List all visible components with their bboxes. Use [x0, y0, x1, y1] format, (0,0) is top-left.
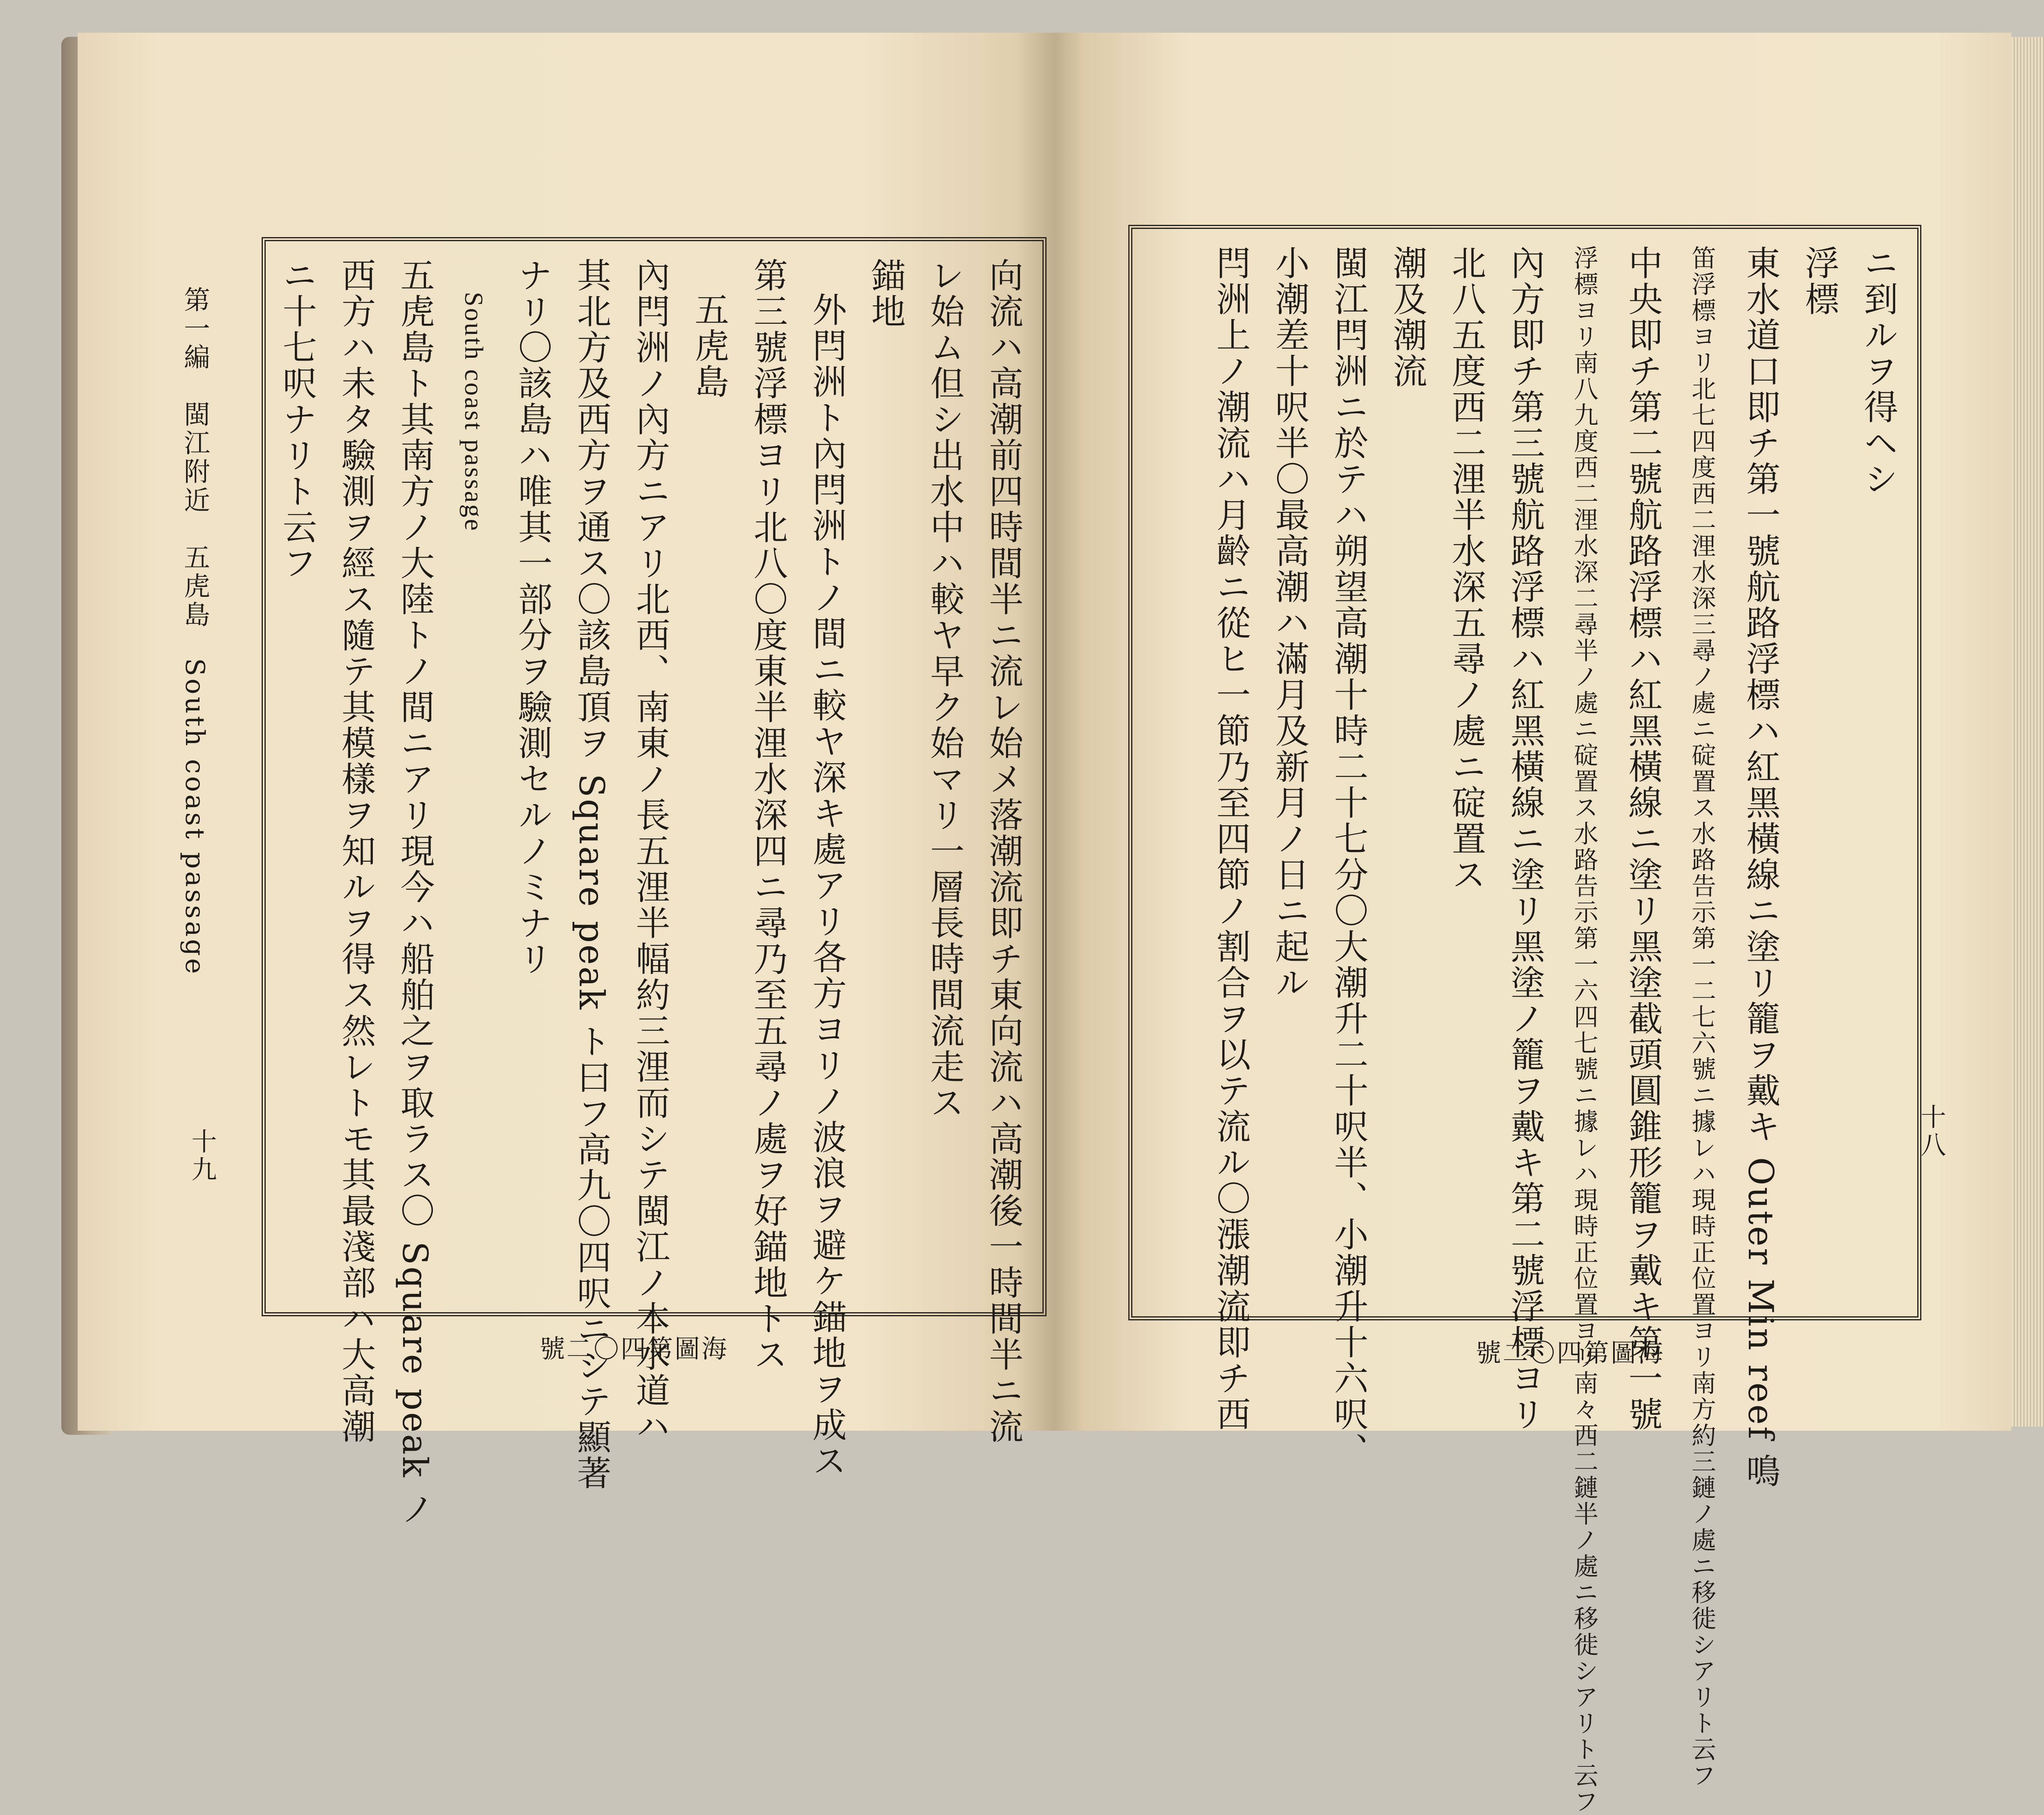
text-column: 內方即チ第三號航路浮標ハ紅黑橫線ニ塗リ黑塗ノ籠ヲ戴キ第二號浮標ヨリ — [1505, 245, 1545, 1432]
text-column: 笛浮標ヨリ北七四度西二浬水深三尋ノ處ニ碇置ス水路告示第一二七六號ニ據レハ現時正位置ヨリ南方約三鏈ノ處ニ移徙シアリト云フ — [1688, 245, 1716, 1789]
text-column: 第三號浮標ヨリ北八〇度東半浬水深四ニ尋乃至五尋ノ處ヲ好錨地トス — [748, 258, 788, 1373]
page-block-edge — [2011, 37, 2044, 1427]
text-column: ニ到ルヲ得ヘシ — [1858, 245, 1898, 497]
section-heading: 五虎島 — [689, 292, 729, 400]
text-column: レ始ム但シ出水中ハ較ヤ早ク始マリ一層長時間流走ス — [925, 258, 965, 1121]
text-column: 閩江閂洲ニ於テハ朔望高潮十時二十七分〇大潮升二十呎半、小潮升十六呎、 — [1329, 245, 1369, 1468]
running-head: 第一編 閩江附近 五虎島 South coast passage — [179, 286, 210, 977]
text-column: ナリ〇該島ハ唯其一部分ヲ驗測セルノミナリ — [513, 258, 553, 977]
text-column: ニ十七呎ナリト云フ — [277, 258, 317, 581]
text-column: 東水道口即チ第一號航路浮標ハ紅黑橫線ニ塗リ籠ヲ戴キ Outer Min reef 鳴 — [1741, 245, 1781, 1490]
left-page — [78, 33, 1055, 1527]
section-heading: 潮及潮流 — [1387, 245, 1428, 389]
text-column: 內閂洲ノ內方ニアリ北西、南東ノ長五浬半幅約三浬而シテ閩江ノ本水道ハ — [630, 258, 670, 1445]
page-number-left: 十九 — [187, 1128, 217, 1184]
text-column: 五虎島ト其南方ノ大陸トノ間ニアリ現今ハ船舶之ヲ取ラス〇 Square peak ノ — [395, 258, 435, 1527]
section-heading: 浮標 — [1800, 245, 1840, 317]
text-column: 西方ハ未タ驗測ヲ經ス隨テ其模樣ヲ知ルヲ得ス然レトモ其最淺部ハ大高潮 — [336, 258, 376, 1445]
text-column: 其北方及西方ヲ通ス〇該島頂ヲ Square peak ト曰フ高九〇四呎ニシテ顯著 — [572, 258, 612, 1491]
chart-footer-left: 號二〇四第圖海 — [540, 1334, 729, 1364]
section-heading: 錨地 — [866, 258, 906, 329]
text-column: 浮標ヨリ南八九度西二浬水深二尋半ノ處ニ碇置ス水路告示第一六四七號ニ據レハ現時正位置ヨリ南々西二鏈半ノ處ニ移徙シアリト云フ — [1570, 245, 1598, 1815]
page-number-right: 十八 — [1916, 1104, 1946, 1159]
open-book — [61, 25, 2036, 1815]
text-column: 中央即チ第二號航路浮標ハ紅黑橫線ニ塗リ黑塗截頭圓錐形籠ヲ戴キ第一號 — [1623, 245, 1663, 1432]
text-column: 向流ハ高潮前四時間半ニ流レ始メ落潮流即チ東向流ハ高潮後一時間半ニ流 — [984, 258, 1024, 1445]
text-column: 北八五度西二浬半水深五尋ノ處ニ碇置ス — [1446, 245, 1486, 893]
section-heading: South coast passage — [459, 292, 489, 532]
text-column: 外閂洲ト內閂洲トノ間ニ較ヤ深キ處アリ各方ヨリノ波浪ヲ避ケ錨地ヲ成ス — [807, 292, 847, 1479]
right-page — [1055, 33, 2011, 1815]
text-column: 小潮差十呎半〇最高潮ハ滿月及新月ノ日ニ起ル — [1270, 245, 1310, 1001]
chart-footer-right: 號二〇四第圖海 — [1476, 1338, 1665, 1368]
text-column: 閂洲上ノ潮流ハ月齡ニ從ヒ一節乃至四節ノ割合ヲ以テ流ル〇漲潮流即チ西 — [1211, 245, 1251, 1432]
